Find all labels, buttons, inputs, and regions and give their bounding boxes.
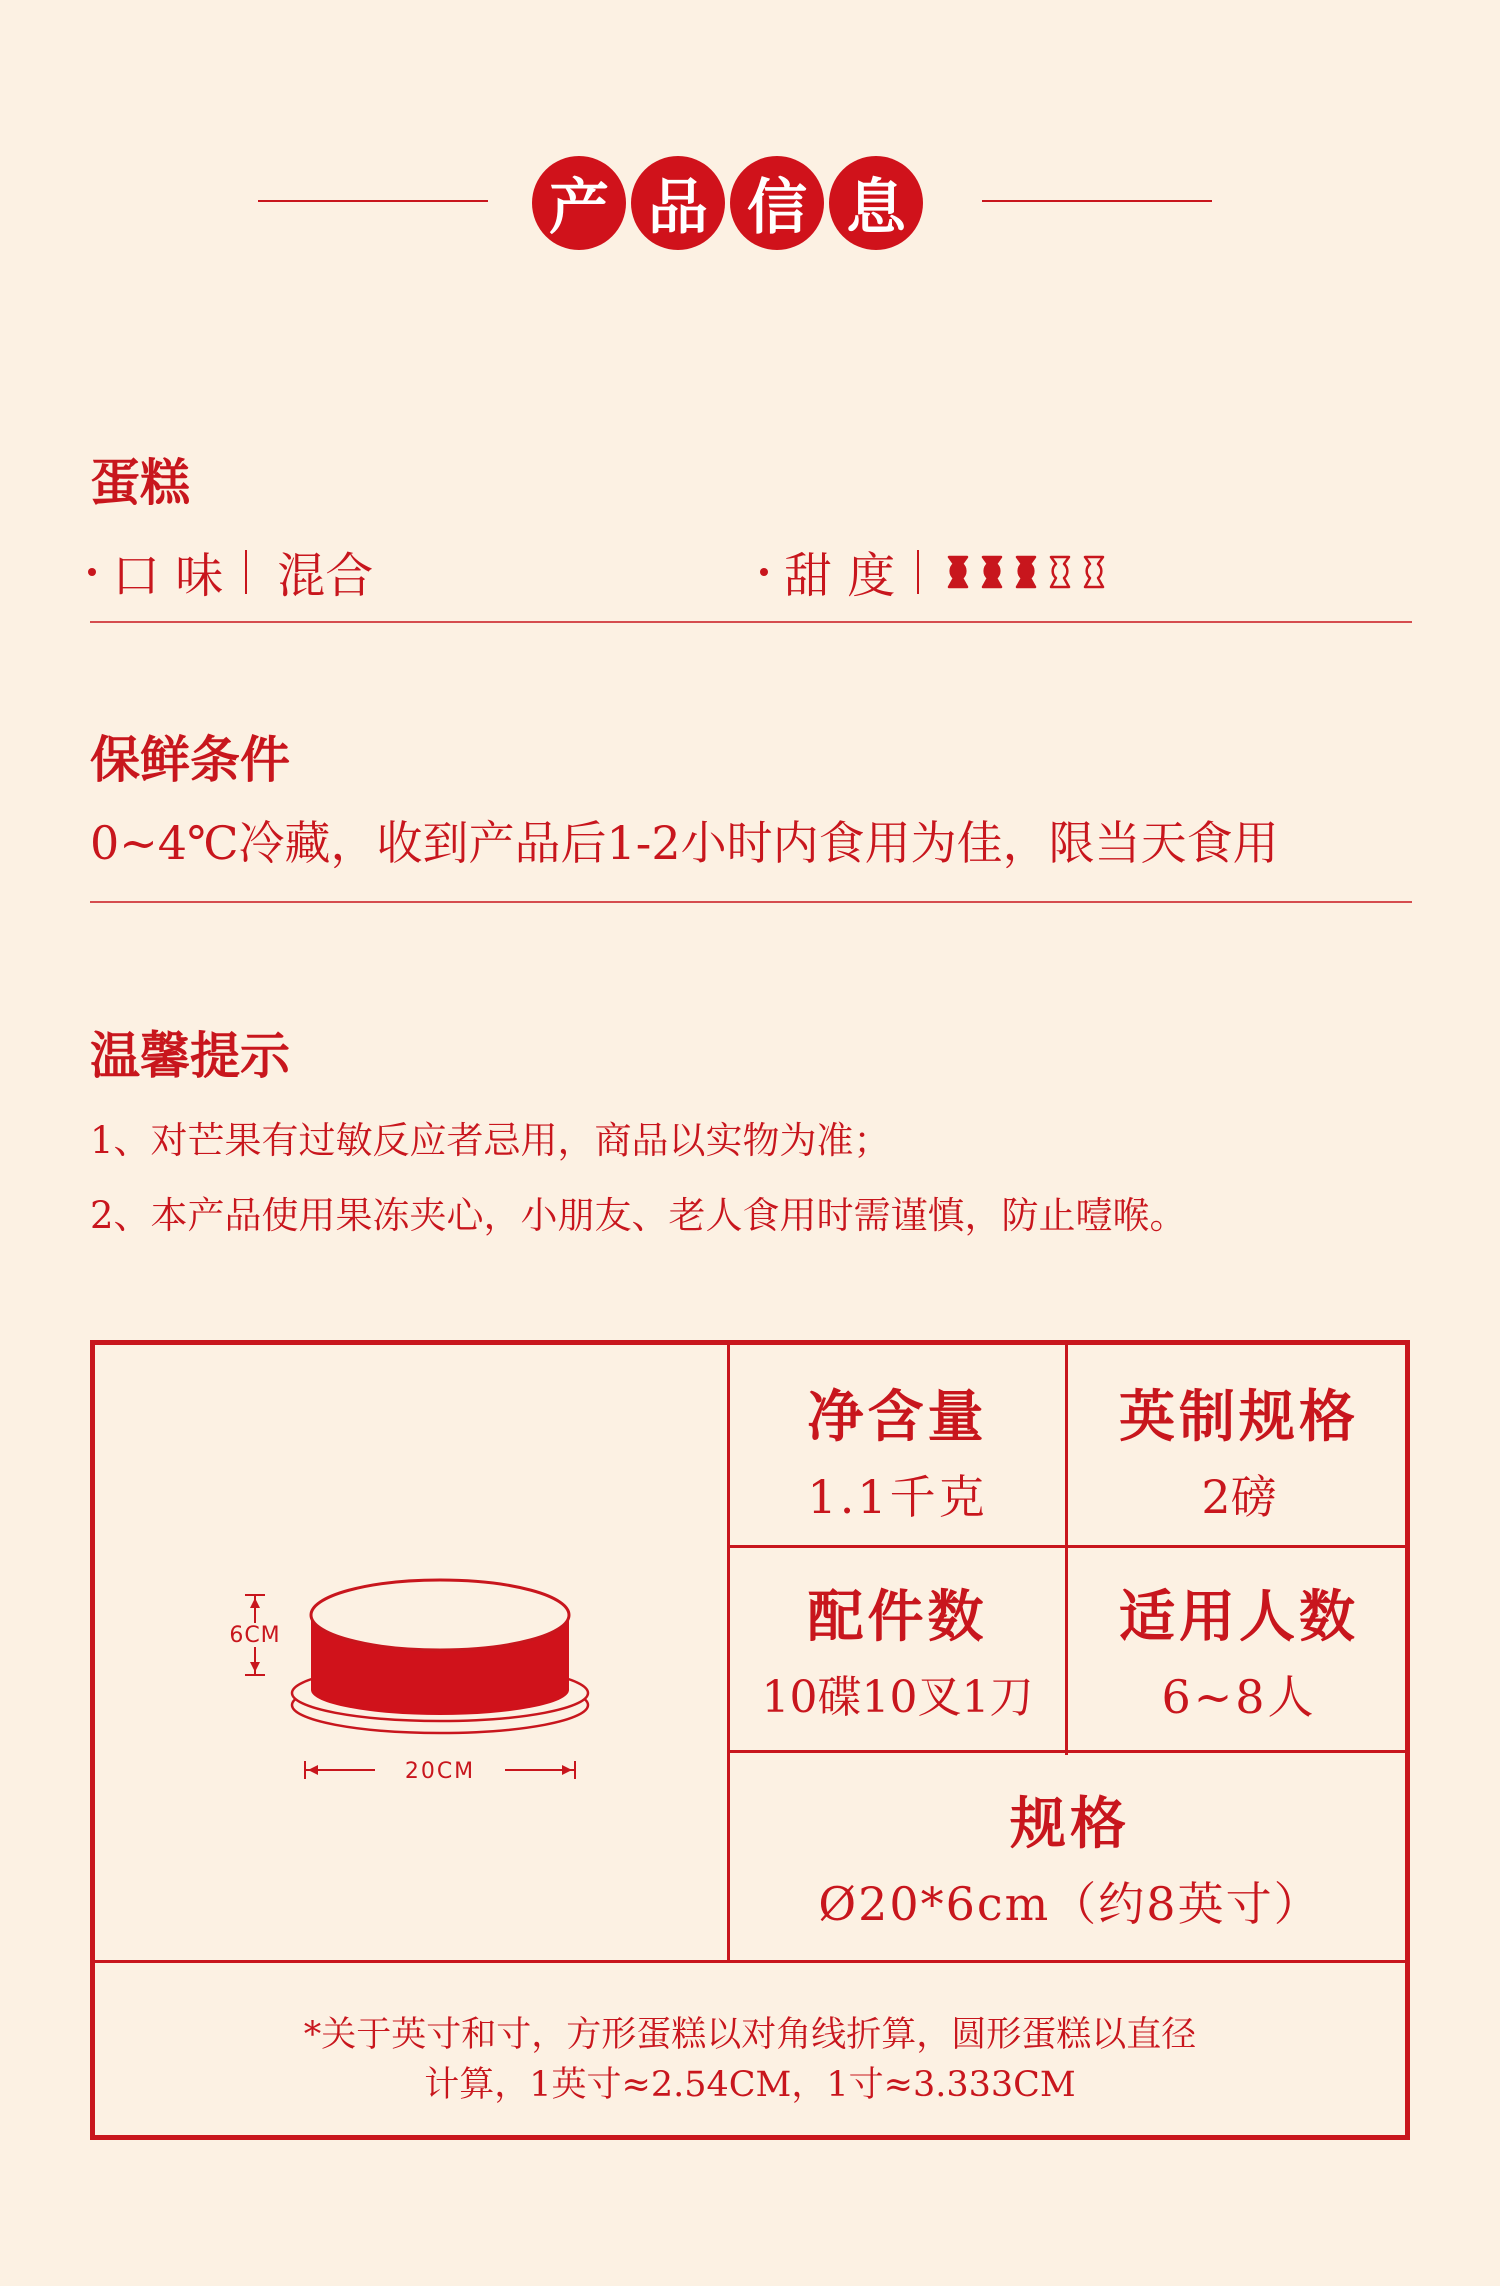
sweetness-row bbox=[760, 537, 1115, 606]
divider bbox=[90, 621, 1412, 623]
bullet bbox=[760, 568, 768, 576]
imperial-size-label: 英制规格 bbox=[1119, 1384, 1359, 1450]
servings-cell bbox=[1068, 1573, 1410, 1727]
note-line: 计算，1英寸≈2.54CM，1寸≈3.333CM bbox=[424, 2065, 1076, 2105]
servings-value: 6~8人 bbox=[1161, 1670, 1317, 1724]
table-line bbox=[95, 1960, 1410, 1963]
spec-table bbox=[90, 1340, 1410, 2140]
tip-item: 1、对芒果有过敏反应者忌用，商品以实物为准； bbox=[90, 1119, 891, 1162]
cake-top bbox=[311, 1580, 569, 1650]
note-line: *关于英寸和寸，方形蛋糕以对角线折算，圆形蛋糕以直径 bbox=[303, 2015, 1197, 2055]
imperial-size-cell bbox=[1068, 1373, 1410, 1527]
flavor-label: 口 味 bbox=[112, 548, 224, 604]
sweetness-rating bbox=[945, 549, 1115, 595]
bullet bbox=[88, 568, 96, 576]
accessories-label: 配件数 bbox=[807, 1584, 988, 1650]
candy-empty-icon bbox=[1081, 549, 1107, 595]
net-weight-cell bbox=[730, 1373, 1065, 1527]
height-label: 6CM bbox=[229, 1623, 281, 1648]
flavor-row bbox=[88, 537, 373, 606]
separator bbox=[245, 550, 247, 594]
divider bbox=[90, 901, 1412, 903]
accessories-cell bbox=[730, 1573, 1065, 1725]
header-left-line bbox=[258, 200, 488, 202]
candy-empty-icon bbox=[1047, 549, 1073, 595]
tip-item: 2、本产品使用果冻夹心，小朋友、老人食用时需谨慎，防止噎喉。 bbox=[90, 1194, 1187, 1237]
title-char: 息 bbox=[829, 156, 923, 250]
size-cell bbox=[730, 1780, 1410, 1934]
servings-label: 适用人数 bbox=[1119, 1584, 1359, 1650]
size-label: 规格 bbox=[1010, 1791, 1130, 1857]
tips-title: 温馨提示 bbox=[90, 1026, 290, 1085]
candy-filled-icon bbox=[979, 549, 1005, 595]
separator bbox=[917, 550, 919, 594]
storage-text: 0~4℃冷藏，收到产品后1-2小时内食用为佳，限当天食用 bbox=[90, 816, 1279, 870]
candy-filled-icon bbox=[945, 549, 971, 595]
table-line bbox=[727, 1750, 1410, 1753]
candy-filled-icon bbox=[1013, 549, 1039, 595]
table-line bbox=[727, 1545, 1410, 1548]
flavor-value: 混合 bbox=[277, 548, 374, 604]
net-weight-value: 1.1千克 bbox=[807, 1470, 988, 1524]
sweetness-label: 甜 度 bbox=[784, 548, 896, 604]
size-value: Ø20*6cm（约8英寸） bbox=[818, 1877, 1322, 1931]
width-label: 20CM bbox=[404, 1759, 476, 1784]
page-title bbox=[532, 156, 923, 250]
net-weight-label: 净含量 bbox=[807, 1384, 988, 1450]
conversion-note bbox=[100, 2010, 1400, 2110]
storage-title: 保鲜条件 bbox=[90, 730, 290, 789]
header-right-line bbox=[982, 200, 1212, 202]
title-char: 品 bbox=[631, 156, 725, 250]
accessories-value: 10碟10叉1刀 bbox=[761, 1672, 1034, 1723]
cake-section-title: 蛋糕 bbox=[90, 453, 190, 512]
imperial-size-value: 2磅 bbox=[1201, 1470, 1277, 1524]
title-char: 产 bbox=[532, 156, 626, 250]
title-char: 信 bbox=[730, 156, 824, 250]
cake-diagram bbox=[185, 1505, 665, 1825]
